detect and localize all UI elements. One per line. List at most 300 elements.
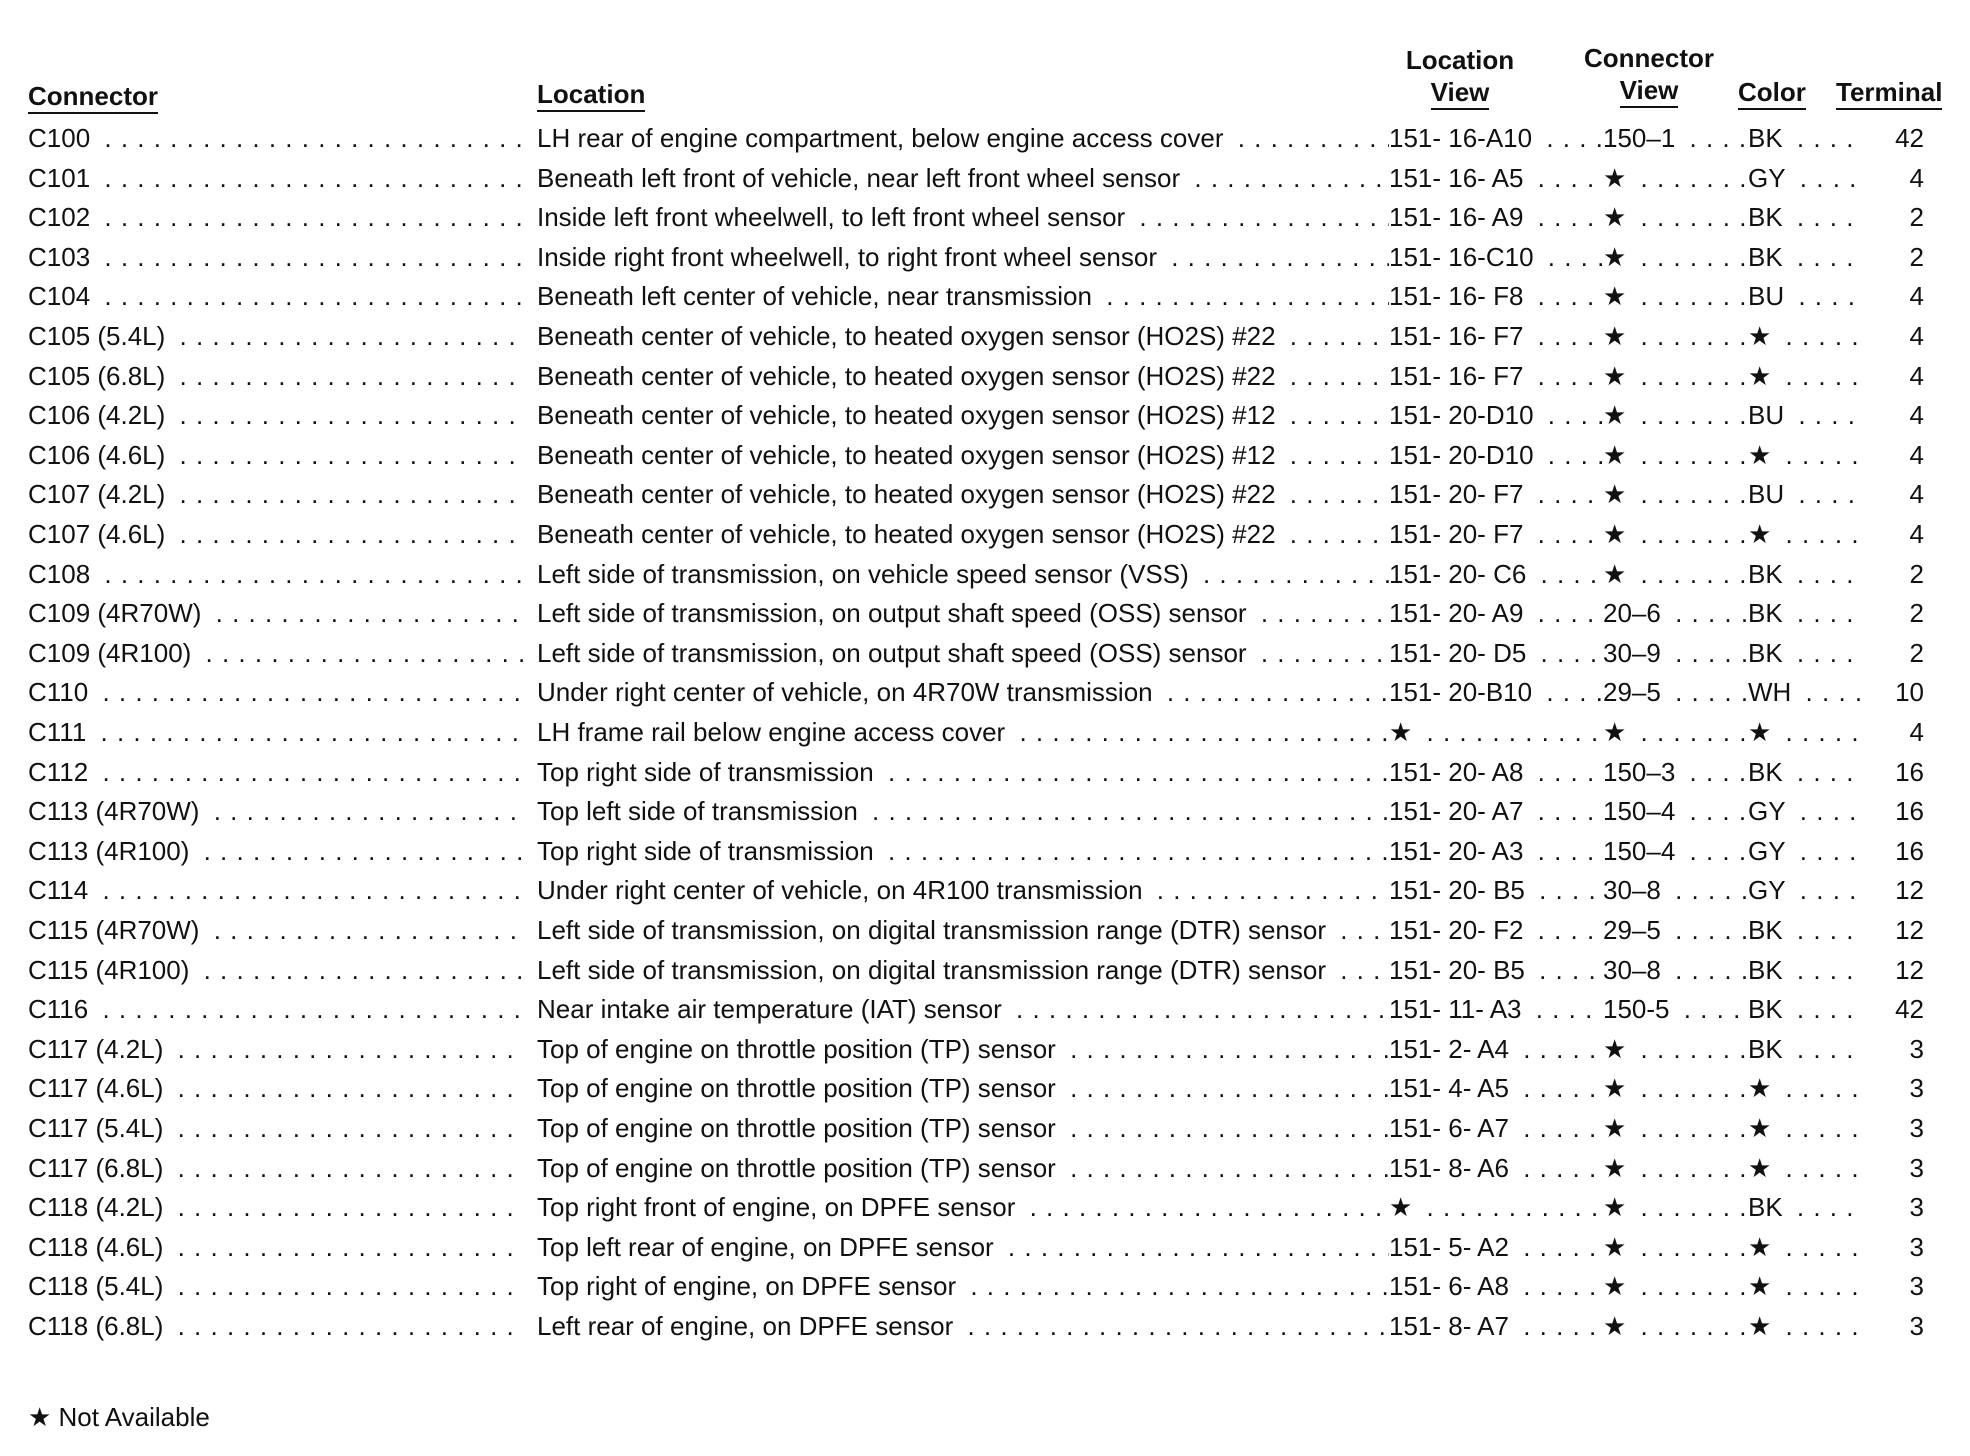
cell-location-view — [1389, 989, 1621, 1029]
table-row — [28, 1187, 1948, 1227]
cell-connector — [28, 276, 524, 316]
cell-connector — [28, 712, 524, 752]
cell-connector — [28, 1148, 524, 1188]
cell-terminal-text: 4 — [1910, 440, 1930, 470]
cell-location — [537, 1266, 1403, 1306]
cell-connector-view-text: 150–1 — [1603, 123, 1681, 153]
cell-terminal — [1858, 593, 1930, 633]
cell-connector — [28, 593, 524, 633]
cell-terminal — [1858, 633, 1930, 673]
cell-location — [537, 1029, 1403, 1069]
cell-color-text: GY — [1748, 836, 1792, 866]
cell-location-view — [1389, 1029, 1621, 1069]
cell-connector-view-text: ★ — [1603, 1034, 1632, 1064]
cell-terminal — [1858, 514, 1930, 554]
cell-location-view-text: 151- 6- A8 — [1389, 1271, 1515, 1301]
cell-color — [1748, 316, 1862, 356]
cell-connector-view — [1603, 672, 1763, 712]
cell-color — [1748, 1108, 1862, 1148]
table-row — [28, 435, 1948, 475]
cell-connector — [28, 1266, 524, 1306]
cell-color — [1748, 1187, 1862, 1227]
cell-connector-view — [1603, 1029, 1763, 1069]
cell-location-text: Beneath left front of vehicle, near left front wheel sensor — [537, 163, 1186, 193]
table-row — [28, 158, 1948, 198]
cell-color — [1748, 593, 1862, 633]
cell-location-view — [1389, 554, 1621, 594]
cell-connector-view-text: 30–8 — [1603, 875, 1667, 905]
cell-connector-view — [1603, 197, 1763, 237]
cell-color-text: BU — [1748, 281, 1790, 311]
cell-location-text: Left rear of engine, on DPFE sensor — [537, 1311, 959, 1341]
table-row — [28, 1266, 1948, 1306]
cell-location-view — [1389, 435, 1621, 475]
cell-color — [1748, 831, 1862, 871]
cell-connector — [28, 1108, 524, 1148]
cell-terminal — [1858, 791, 1930, 831]
cell-terminal — [1858, 1108, 1930, 1148]
cell-location-text: Inside right front wheelwell, to right front wheel sensor — [537, 242, 1163, 272]
table-row — [28, 950, 1948, 990]
cell-location-text: LH rear of engine compartment, below engine access cover — [537, 123, 1229, 153]
cell-connector-text: C109 (4R70W) — [28, 598, 207, 628]
cell-color-text: GY — [1748, 796, 1792, 826]
cell-connector-view — [1603, 316, 1763, 356]
cell-location-text: Left side of transmission, on digital transmission range (DTR) sensor — [537, 915, 1332, 945]
cell-location-view-text: 151- 20- F7 — [1389, 519, 1529, 549]
cell-color-text: BK — [1748, 638, 1789, 668]
header-location-view — [1390, 44, 1530, 110]
cell-connector-text: C111 — [28, 717, 92, 747]
cell-connector-text: C108 — [28, 559, 96, 589]
cell-color-text: ★ — [1748, 440, 1777, 470]
cell-connector-view — [1603, 395, 1763, 435]
cell-terminal — [1858, 554, 1930, 594]
cell-color-text: BK — [1748, 202, 1789, 232]
footnote-not-available: ★ Not Available — [28, 1402, 210, 1432]
cell-location-view-text: 151- 2- A4 — [1389, 1034, 1515, 1064]
cell-connector-text: C118 (5.4L) — [28, 1271, 169, 1301]
cell-connector — [28, 118, 524, 158]
cell-connector-view — [1603, 633, 1763, 673]
cell-location-text: Beneath center of vehicle, to heated oxygen sensor (HO2S) #12 — [537, 440, 1282, 470]
cell-color-text: BK — [1748, 123, 1789, 153]
cell-connector-view-text: 29–5 — [1603, 915, 1667, 945]
cell-connector-view-text: ★ — [1603, 1192, 1632, 1222]
cell-connector-view — [1603, 276, 1763, 316]
header-color-label: Color — [1738, 76, 1806, 110]
cell-terminal — [1858, 910, 1930, 950]
header-connector-label: Connector — [28, 80, 158, 114]
table-row — [28, 672, 1948, 712]
cell-connector — [28, 158, 524, 198]
cell-location-text: Top right side of transmission — [537, 757, 880, 787]
cell-connector-view-text: ★ — [1603, 1271, 1632, 1301]
cell-terminal — [1858, 831, 1930, 871]
cell-color-text: ★ — [1748, 1311, 1777, 1341]
cell-color — [1748, 1148, 1862, 1188]
cell-location-text: Beneath center of vehicle, to heated oxygen sensor (HO2S) #22 — [537, 479, 1282, 509]
cell-connector-view — [1603, 910, 1763, 950]
cell-location — [537, 118, 1403, 158]
cell-connector — [28, 356, 524, 396]
cell-connector-text: C117 (6.8L) — [28, 1153, 169, 1183]
header-terminal — [1836, 76, 1942, 110]
cell-color-text: BK — [1748, 598, 1789, 628]
cell-color — [1748, 435, 1862, 475]
cell-color — [1748, 356, 1862, 396]
cell-terminal-text: 16 — [1895, 836, 1930, 866]
cell-location-text: Top left side of transmission — [537, 796, 864, 826]
cell-connector — [28, 1187, 524, 1227]
cell-connector-text: C115 (4R70W) — [28, 915, 205, 945]
table-row — [28, 752, 1948, 792]
cell-location-view — [1389, 158, 1621, 198]
cell-color-text: ★ — [1748, 1153, 1777, 1183]
cell-location-view — [1389, 1266, 1621, 1306]
cell-terminal — [1858, 1227, 1930, 1267]
cell-location-view-text: 151- 16- F7 — [1389, 361, 1529, 391]
cell-connector-text: C102 — [28, 202, 96, 232]
cell-connector-text: C105 (6.8L) — [28, 361, 171, 391]
table-row — [28, 1029, 1948, 1069]
cell-terminal-text: 3 — [1910, 1232, 1930, 1262]
cell-connector-text: C106 (4.2L) — [28, 400, 171, 430]
cell-connector — [28, 950, 524, 990]
cell-location — [537, 435, 1403, 475]
cell-connector-view — [1603, 831, 1763, 871]
cell-location — [537, 158, 1403, 198]
cell-color-text: ★ — [1748, 1232, 1777, 1262]
cell-location — [537, 356, 1403, 396]
cell-location — [537, 989, 1403, 1029]
cell-location-text: Left side of transmission, on digital transmission range (DTR) sensor — [537, 955, 1332, 985]
cell-connector-text: C116 — [28, 994, 94, 1024]
cell-color — [1748, 158, 1862, 198]
table-row — [28, 474, 1948, 514]
cell-color — [1748, 118, 1862, 158]
cell-terminal — [1858, 237, 1930, 277]
cell-terminal — [1858, 752, 1930, 792]
cell-location-view-text: 151- 20-B10 — [1389, 677, 1538, 707]
cell-connector-view-text: ★ — [1603, 1311, 1632, 1341]
cell-connector-view — [1603, 1187, 1763, 1227]
cell-color — [1748, 910, 1862, 950]
table-row — [28, 831, 1948, 871]
cell-location-text: LH frame rail below engine access cover — [537, 717, 1011, 747]
cell-location-view-text: 151- 20- F7 — [1389, 479, 1529, 509]
cell-color — [1748, 514, 1862, 554]
cell-location — [537, 712, 1403, 752]
cell-connector-text: C107 (4.2L) — [28, 479, 171, 509]
cell-location — [537, 870, 1403, 910]
cell-color-text: ★ — [1748, 321, 1777, 351]
table-row — [28, 1227, 1948, 1267]
cell-terminal — [1858, 870, 1930, 910]
cell-connector-view-text: 20–6 — [1603, 598, 1667, 628]
table-row — [28, 554, 1948, 594]
cell-location — [537, 910, 1403, 950]
table-row — [28, 989, 1948, 1029]
cell-location-view-text: 151- 20- B5 — [1389, 875, 1531, 905]
table-row — [28, 1108, 1948, 1148]
cell-color-text: ★ — [1748, 1113, 1777, 1143]
cell-color — [1748, 276, 1862, 316]
cell-connector-text: C103 — [28, 242, 96, 272]
cell-location-view-text: 151- 16- F7 — [1389, 321, 1529, 351]
cell-color-text: BK — [1748, 994, 1789, 1024]
table-row — [28, 276, 1948, 316]
cell-color-text: ★ — [1748, 519, 1777, 549]
header-location — [537, 78, 645, 112]
header-color — [1738, 76, 1806, 110]
cell-color — [1748, 1029, 1862, 1069]
cell-location-text: Top left rear of engine, on DPFE sensor — [537, 1232, 1000, 1262]
cell-location-view-text: 151- 20- A9 — [1389, 598, 1529, 628]
cell-location-view-text: 151- 20- A3 — [1389, 836, 1529, 866]
cell-connector — [28, 910, 524, 950]
cell-connector-text: C109 (4R100) — [28, 638, 197, 668]
cell-connector-text: C118 (4.6L) — [28, 1232, 169, 1262]
cell-connector-view-text: 30–8 — [1603, 955, 1667, 985]
cell-location-view-text: 151- 20- F2 — [1389, 915, 1529, 945]
cell-terminal-text: 4 — [1910, 321, 1930, 351]
cell-location-view-text: 151- 20-D10 — [1389, 400, 1540, 430]
table-row — [28, 712, 1948, 752]
table-row — [28, 316, 1948, 356]
header-connector-view-line2: View — [1620, 74, 1679, 108]
cell-location-view-text: 151- 20- C6 — [1389, 559, 1532, 589]
cell-location — [537, 1148, 1403, 1188]
cell-location-text: Left side of transmission, on output shaft speed (OSS) sensor — [537, 598, 1253, 628]
cell-color — [1748, 474, 1862, 514]
cell-location — [537, 276, 1403, 316]
cell-location-text: Top of engine on throttle position (TP) sensor — [537, 1153, 1062, 1183]
cell-connector-text: C112 — [28, 757, 94, 787]
cell-connector-text: C110 — [28, 677, 94, 707]
cell-connector-view-text: 150–3 — [1603, 757, 1681, 787]
cell-location-view — [1389, 752, 1621, 792]
cell-terminal — [1858, 118, 1930, 158]
cell-connector — [28, 791, 524, 831]
cell-color-text: BK — [1748, 559, 1789, 589]
cell-terminal-text: 4 — [1910, 163, 1930, 193]
cell-terminal-text: 4 — [1910, 479, 1930, 509]
cell-color-text: GY — [1748, 875, 1792, 905]
cell-location-view-text: 151- 4- A5 — [1389, 1073, 1515, 1103]
cell-terminal-text: 2 — [1910, 598, 1930, 628]
cell-connector — [28, 831, 524, 871]
cell-color-text: BK — [1748, 757, 1789, 787]
cell-color — [1748, 554, 1862, 594]
cell-terminal-text: 2 — [1910, 202, 1930, 232]
cell-terminal-text: 4 — [1910, 361, 1930, 391]
cell-terminal-text: 12 — [1895, 915, 1930, 945]
cell-connector-text: C113 (4R100) — [28, 836, 195, 866]
cell-location-view-text: 151- 8- A6 — [1389, 1153, 1515, 1183]
cell-connector-text: C118 (6.8L) — [28, 1311, 169, 1341]
cell-connector-view-text: ★ — [1603, 163, 1632, 193]
cell-color-text: BU — [1748, 400, 1790, 430]
cell-terminal — [1858, 712, 1930, 752]
cell-location-view — [1389, 870, 1621, 910]
cell-location-view — [1389, 672, 1621, 712]
header-location-label: Location — [537, 78, 645, 112]
cell-connector-view — [1603, 752, 1763, 792]
cell-terminal — [1858, 1187, 1930, 1227]
cell-connector-view — [1603, 593, 1763, 633]
cell-color-text: BK — [1748, 915, 1789, 945]
cell-location — [537, 1306, 1403, 1346]
cell-location-text: Beneath center of vehicle, to heated oxygen sensor (HO2S) #12 — [537, 400, 1282, 430]
cell-location-view-text: 151- 16- A9 — [1389, 202, 1529, 232]
cell-location — [537, 316, 1403, 356]
cell-location-text: Near intake air temperature (IAT) sensor — [537, 994, 1008, 1024]
cell-connector — [28, 395, 524, 435]
cell-connector-view — [1603, 237, 1763, 277]
table-row — [28, 791, 1948, 831]
cell-connector-text: C117 (4.6L) — [28, 1073, 169, 1103]
cell-connector-view — [1603, 514, 1763, 554]
cell-connector-view — [1603, 1068, 1763, 1108]
cell-connector-text: C118 (4.2L) — [28, 1192, 169, 1222]
cell-color — [1748, 1068, 1862, 1108]
cell-location-view-text: 151- 20-D10 — [1389, 440, 1540, 470]
cell-connector-text: C117 (4.2L) — [28, 1034, 169, 1064]
cell-color — [1748, 989, 1862, 1029]
cell-location — [537, 1227, 1403, 1267]
cell-terminal-text: 3 — [1910, 1113, 1930, 1143]
cell-connector-view-text: ★ — [1603, 559, 1632, 589]
header-location-view-line2: View — [1431, 76, 1490, 110]
cell-terminal — [1858, 672, 1930, 712]
cell-connector-view — [1603, 474, 1763, 514]
cell-terminal-text: 4 — [1910, 400, 1930, 430]
cell-location — [537, 1068, 1403, 1108]
cell-terminal-text: 4 — [1910, 281, 1930, 311]
cell-terminal-text: 4 — [1910, 717, 1930, 747]
cell-color — [1748, 672, 1862, 712]
cell-connector-text: C113 (4R70W) — [28, 796, 205, 826]
cell-color — [1748, 197, 1862, 237]
cell-location-text: Left side of transmission, on vehicle speed sensor (VSS) — [537, 559, 1195, 589]
table-row — [28, 356, 1948, 396]
cell-location — [537, 1187, 1403, 1227]
cell-location — [537, 791, 1403, 831]
cell-location-view — [1389, 197, 1621, 237]
cell-connector-view-text: ★ — [1603, 440, 1632, 470]
cell-color — [1748, 633, 1862, 673]
cell-terminal-text: 12 — [1895, 875, 1930, 905]
cell-location — [537, 395, 1403, 435]
cell-location-view — [1389, 1108, 1621, 1148]
cell-terminal-text: 42 — [1895, 123, 1930, 153]
cell-terminal-text: 3 — [1910, 1311, 1930, 1341]
cell-terminal-text: 16 — [1895, 796, 1930, 826]
cell-location-text: Under right center of vehicle, on 4R100 transmission — [537, 875, 1149, 905]
cell-location — [537, 474, 1403, 514]
cell-location-view — [1389, 1227, 1621, 1267]
cell-terminal — [1858, 276, 1930, 316]
cell-connector-view-text: 150–4 — [1603, 836, 1681, 866]
cell-location-view — [1389, 633, 1621, 673]
cell-terminal-text: 42 — [1895, 994, 1930, 1024]
cell-location-view-text: 151- 16-C10 — [1389, 242, 1540, 272]
table-row — [28, 870, 1948, 910]
cell-location-view — [1389, 791, 1621, 831]
cell-terminal — [1858, 197, 1930, 237]
cell-connector-text: C104 — [28, 281, 96, 311]
cell-location-view-text: 151- 20- A7 — [1389, 796, 1529, 826]
cell-terminal — [1858, 989, 1930, 1029]
cell-connector-view — [1603, 712, 1763, 752]
cell-connector-view — [1603, 1108, 1763, 1148]
cell-connector-view-text: ★ — [1603, 361, 1632, 391]
cell-location-view-text: 151- 11- A3 — [1389, 994, 1528, 1024]
cell-connector — [28, 672, 524, 712]
cell-location-view — [1389, 831, 1621, 871]
cell-color — [1748, 752, 1862, 792]
cell-location-view-text: 151- 5- A2 — [1389, 1232, 1515, 1262]
cell-connector-view-text: ★ — [1603, 202, 1632, 232]
cell-location — [537, 237, 1403, 277]
cell-terminal — [1858, 316, 1930, 356]
cell-location-view-text: 151- 6- A7 — [1389, 1113, 1515, 1143]
cell-terminal-text: 3 — [1910, 1034, 1930, 1064]
cell-location-view — [1389, 276, 1621, 316]
cell-location — [537, 633, 1403, 673]
cell-connector-text: C115 (4R100) — [28, 955, 195, 985]
cell-connector — [28, 197, 524, 237]
cell-location-view — [1389, 1148, 1621, 1188]
cell-location-text: Beneath center of vehicle, to heated oxygen sensor (HO2S) #22 — [537, 321, 1282, 351]
table-row — [28, 1068, 1948, 1108]
cell-location-text: Left side of transmission, on output shaft speed (OSS) sensor — [537, 638, 1253, 668]
cell-connector-view-text: ★ — [1603, 281, 1632, 311]
cell-location-view — [1389, 514, 1621, 554]
cell-connector-text: C107 (4.6L) — [28, 519, 171, 549]
cell-terminal-text: 4 — [1910, 519, 1930, 549]
cell-connector-view-text: ★ — [1603, 1232, 1632, 1262]
cell-connector-view-text: ★ — [1603, 400, 1632, 430]
cell-location-view-text: 151- 20- D5 — [1389, 638, 1532, 668]
header-terminal-label: Terminal — [1836, 76, 1942, 110]
cell-terminal — [1858, 1266, 1930, 1306]
cell-location-view — [1389, 395, 1621, 435]
cell-connector — [28, 752, 524, 792]
cell-connector — [28, 237, 524, 277]
cell-connector — [28, 514, 524, 554]
table-row — [28, 1148, 1948, 1188]
cell-location-view — [1389, 356, 1621, 396]
table-row — [28, 514, 1948, 554]
cell-color — [1748, 1227, 1862, 1267]
cell-location — [537, 672, 1403, 712]
cell-connector-view-text: 150–4 — [1603, 796, 1681, 826]
table-row — [28, 593, 1948, 633]
cell-location-text: Top of engine on throttle position (TP) sensor — [537, 1073, 1062, 1103]
cell-color — [1748, 870, 1862, 910]
cell-connector-text: C100 — [28, 123, 96, 153]
cell-terminal-text: 2 — [1910, 242, 1930, 272]
cell-location-view — [1389, 1068, 1621, 1108]
cell-connector-view — [1603, 950, 1763, 990]
cell-connector-view — [1603, 1266, 1763, 1306]
cell-connector-view — [1603, 158, 1763, 198]
cell-location-view — [1389, 316, 1621, 356]
cell-terminal-text: 2 — [1910, 638, 1930, 668]
cell-location — [537, 752, 1403, 792]
